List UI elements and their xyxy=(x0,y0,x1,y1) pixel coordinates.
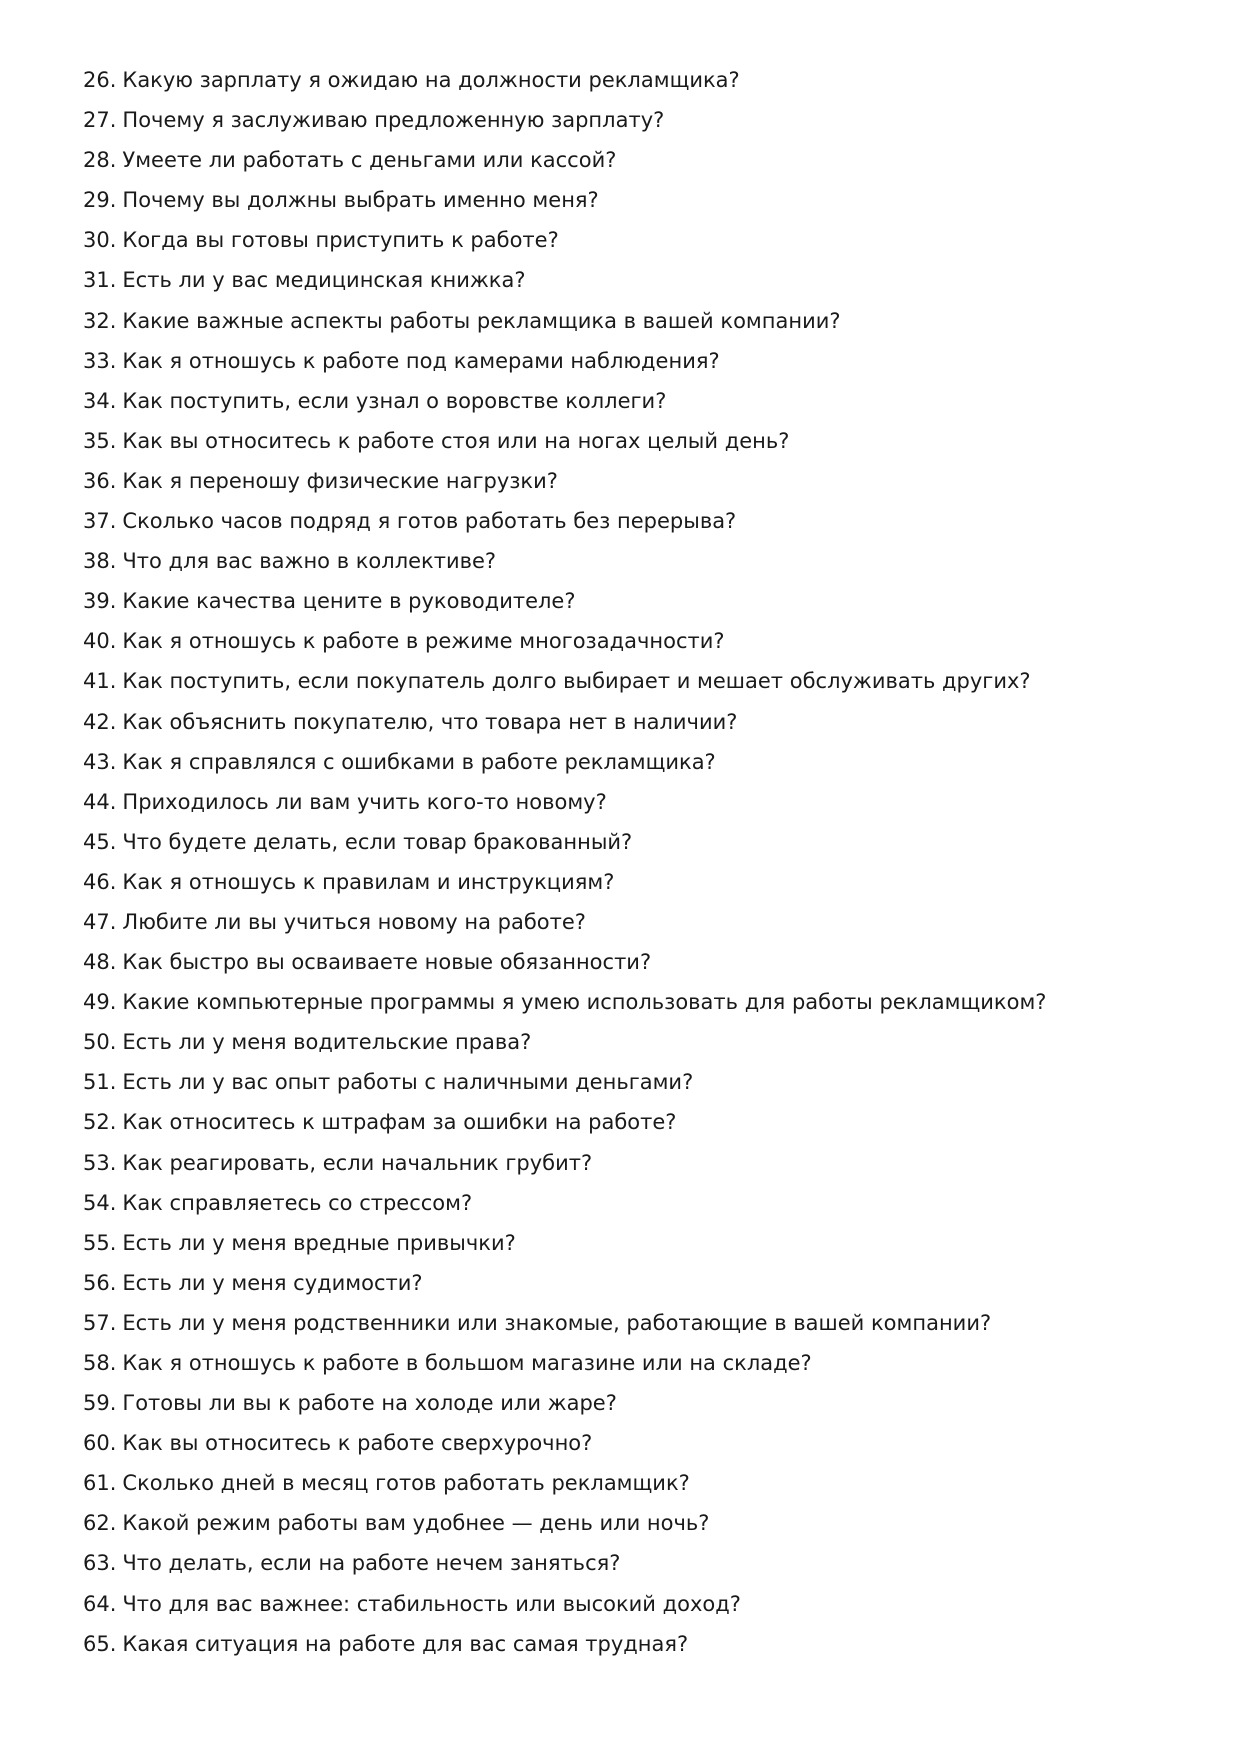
question-item xyxy=(83,1545,1183,1585)
question-text: Какие качества цените в руководителе? xyxy=(122,589,576,614)
question-number: 28. xyxy=(83,148,117,173)
question-number: 65. xyxy=(83,1631,117,1656)
question-item xyxy=(83,303,1183,343)
question-item xyxy=(83,744,1183,784)
question-item xyxy=(83,463,1183,503)
question-item xyxy=(83,663,1183,703)
question-number: 42. xyxy=(83,709,117,734)
question-item xyxy=(83,1145,1183,1185)
question-item xyxy=(83,583,1183,623)
question-text: Как вы относитесь к работе сверхурочно? xyxy=(122,1431,593,1456)
question-item xyxy=(83,383,1183,423)
question-number: 60. xyxy=(83,1431,117,1456)
question-number: 43. xyxy=(83,749,117,774)
question-item xyxy=(83,1425,1183,1465)
question-text: Сколько дней в месяц готов работать рекламщик? xyxy=(122,1471,690,1496)
question-number: 63. xyxy=(83,1551,117,1576)
question-item xyxy=(83,1225,1183,1265)
question-text: Есть ли у вас медицинская книжка? xyxy=(122,268,526,293)
question-text: Какие важные аспекты работы рекламщика в вашей компании? xyxy=(122,308,841,333)
question-item xyxy=(83,1024,1183,1064)
question-text: Какая ситуация на работе для вас самая трудная? xyxy=(122,1631,689,1656)
question-text: Почему я заслуживаю предложенную зарплату? xyxy=(122,108,665,133)
question-item xyxy=(83,784,1183,824)
question-text: Как быстро вы осваиваете новые обязанности? xyxy=(122,950,652,975)
question-item xyxy=(83,1385,1183,1425)
question-text: Есть ли у вас опыт работы с наличными деньгами? xyxy=(122,1070,694,1095)
question-text: Что делать, если на работе нечем заняться? xyxy=(122,1551,621,1576)
question-item xyxy=(83,944,1183,984)
question-item xyxy=(83,1586,1183,1626)
question-number: 48. xyxy=(83,950,117,975)
question-item xyxy=(83,182,1183,222)
question-number: 57. xyxy=(83,1310,117,1335)
question-item xyxy=(83,102,1183,142)
question-item xyxy=(83,62,1183,102)
question-number: 58. xyxy=(83,1351,117,1375)
question-text: Какой режим работы вам удобнее — день или ночь? xyxy=(122,1511,710,1536)
question-text: Как объяснить покупателю, что товара нет в наличии? xyxy=(122,709,738,734)
question-item xyxy=(83,1064,1183,1104)
question-item xyxy=(83,904,1183,944)
question-number: 51. xyxy=(83,1070,117,1095)
question-number: 53. xyxy=(83,1150,117,1175)
question-text: Как я справлялся с ошибками в работе рекламщика? xyxy=(122,749,716,774)
question-text: Какую зарплату я ожидаю на должности рекламщика? xyxy=(122,68,740,92)
question-item xyxy=(83,984,1183,1024)
question-item xyxy=(83,543,1183,583)
question-number: 56. xyxy=(83,1270,117,1295)
question-number: 40. xyxy=(83,629,117,654)
question-item xyxy=(83,1305,1183,1345)
question-number: 26. xyxy=(83,68,117,92)
question-text: Когда вы готовы приступить к работе? xyxy=(122,228,559,253)
question-item xyxy=(83,1505,1183,1545)
question-number: 30. xyxy=(83,228,117,253)
question-number: 52. xyxy=(83,1110,117,1135)
question-number: 39. xyxy=(83,589,117,614)
question-item xyxy=(83,1465,1183,1505)
question-number: 59. xyxy=(83,1391,117,1416)
question-number: 46. xyxy=(83,869,117,894)
question-item xyxy=(83,1345,1183,1385)
question-item xyxy=(83,704,1183,744)
question-number: 27. xyxy=(83,108,117,133)
question-number: 41. xyxy=(83,669,117,694)
question-text: Есть ли у меня вредные привычки? xyxy=(122,1230,516,1255)
question-number: 50. xyxy=(83,1030,117,1055)
question-number: 61. xyxy=(83,1471,117,1496)
question-number: 37. xyxy=(83,509,117,534)
question-text: Как поступить, если покупатель долго выбирает и мешает обслуживать других? xyxy=(122,669,1031,694)
question-item xyxy=(83,343,1183,383)
question-text: Любите ли вы учиться новому на работе? xyxy=(122,909,586,934)
question-text: Как я переношу физические нагрузки? xyxy=(122,468,558,493)
question-text: Есть ли у меня родственники или знакомые, работающие в вашей компании? xyxy=(122,1310,992,1335)
question-item xyxy=(83,262,1183,302)
question-text: Что будете делать, если товар бракованный? xyxy=(122,829,633,854)
question-item xyxy=(83,1265,1183,1305)
question-number: 34. xyxy=(83,388,117,413)
question-number: 38. xyxy=(83,549,117,574)
question-item xyxy=(83,623,1183,663)
question-item xyxy=(83,824,1183,864)
question-number: 44. xyxy=(83,789,117,814)
question-number: 35. xyxy=(83,428,117,453)
question-number: 49. xyxy=(83,990,117,1015)
question-list xyxy=(83,62,1183,1666)
question-item xyxy=(83,864,1183,904)
question-item xyxy=(83,1626,1183,1666)
question-text: Как я отношусь к работе под камерами наблюдения? xyxy=(122,348,720,373)
question-item xyxy=(83,1185,1183,1225)
question-item xyxy=(83,503,1183,543)
question-text: Приходилось ли вам учить кого-то новому? xyxy=(122,789,607,814)
question-number: 31. xyxy=(83,268,117,293)
question-text: Как справляетесь со стрессом? xyxy=(122,1190,473,1215)
question-text: Умеете ли работать с деньгами или кассой? xyxy=(122,148,617,173)
question-item xyxy=(83,222,1183,262)
question-text: Почему вы должны выбрать именно меня? xyxy=(122,188,599,213)
question-number: 45. xyxy=(83,829,117,854)
question-number: 29. xyxy=(83,188,117,213)
question-number: 64. xyxy=(83,1591,117,1616)
question-number: 32. xyxy=(83,308,117,333)
question-text: Как вы относитесь к работе стоя или на ногах целый день? xyxy=(122,428,790,453)
question-text: Сколько часов подряд я готов работать без перерыва? xyxy=(122,509,737,534)
question-text: Как я отношусь к работе в большом магазине или на складе? xyxy=(122,1351,812,1375)
question-text: Как поступить, если узнал о воровстве коллеги? xyxy=(122,388,667,413)
question-text: Есть ли у меня судимости? xyxy=(122,1270,423,1295)
question-text: Как относитесь к штрафам за ошибки на работе? xyxy=(122,1110,677,1135)
question-number: 62. xyxy=(83,1511,117,1536)
question-number: 47. xyxy=(83,909,117,934)
question-text: Какие компьютерные программы я умею использовать для работы рекламщиком? xyxy=(122,990,1047,1015)
question-text: Как я отношусь к работе в режиме многозадачности? xyxy=(122,629,725,654)
question-text: Есть ли у меня водительские права? xyxy=(122,1030,532,1055)
question-text: Как реагировать, если начальник грубит? xyxy=(122,1150,593,1175)
question-number: 36. xyxy=(83,468,117,493)
question-text: Что для вас важно в коллективе? xyxy=(122,549,497,574)
question-item xyxy=(83,142,1183,182)
question-text: Как я отношусь к правилам и инструкциям? xyxy=(122,869,615,894)
question-number: 33. xyxy=(83,348,117,373)
question-text: Что для вас важнее: стабильность или высокий доход? xyxy=(122,1591,741,1616)
question-number: 54. xyxy=(83,1190,117,1215)
question-text: Готовы ли вы к работе на холоде или жаре? xyxy=(122,1391,617,1416)
question-item xyxy=(83,1104,1183,1144)
question-item xyxy=(83,423,1183,463)
question-number: 55. xyxy=(83,1230,117,1255)
